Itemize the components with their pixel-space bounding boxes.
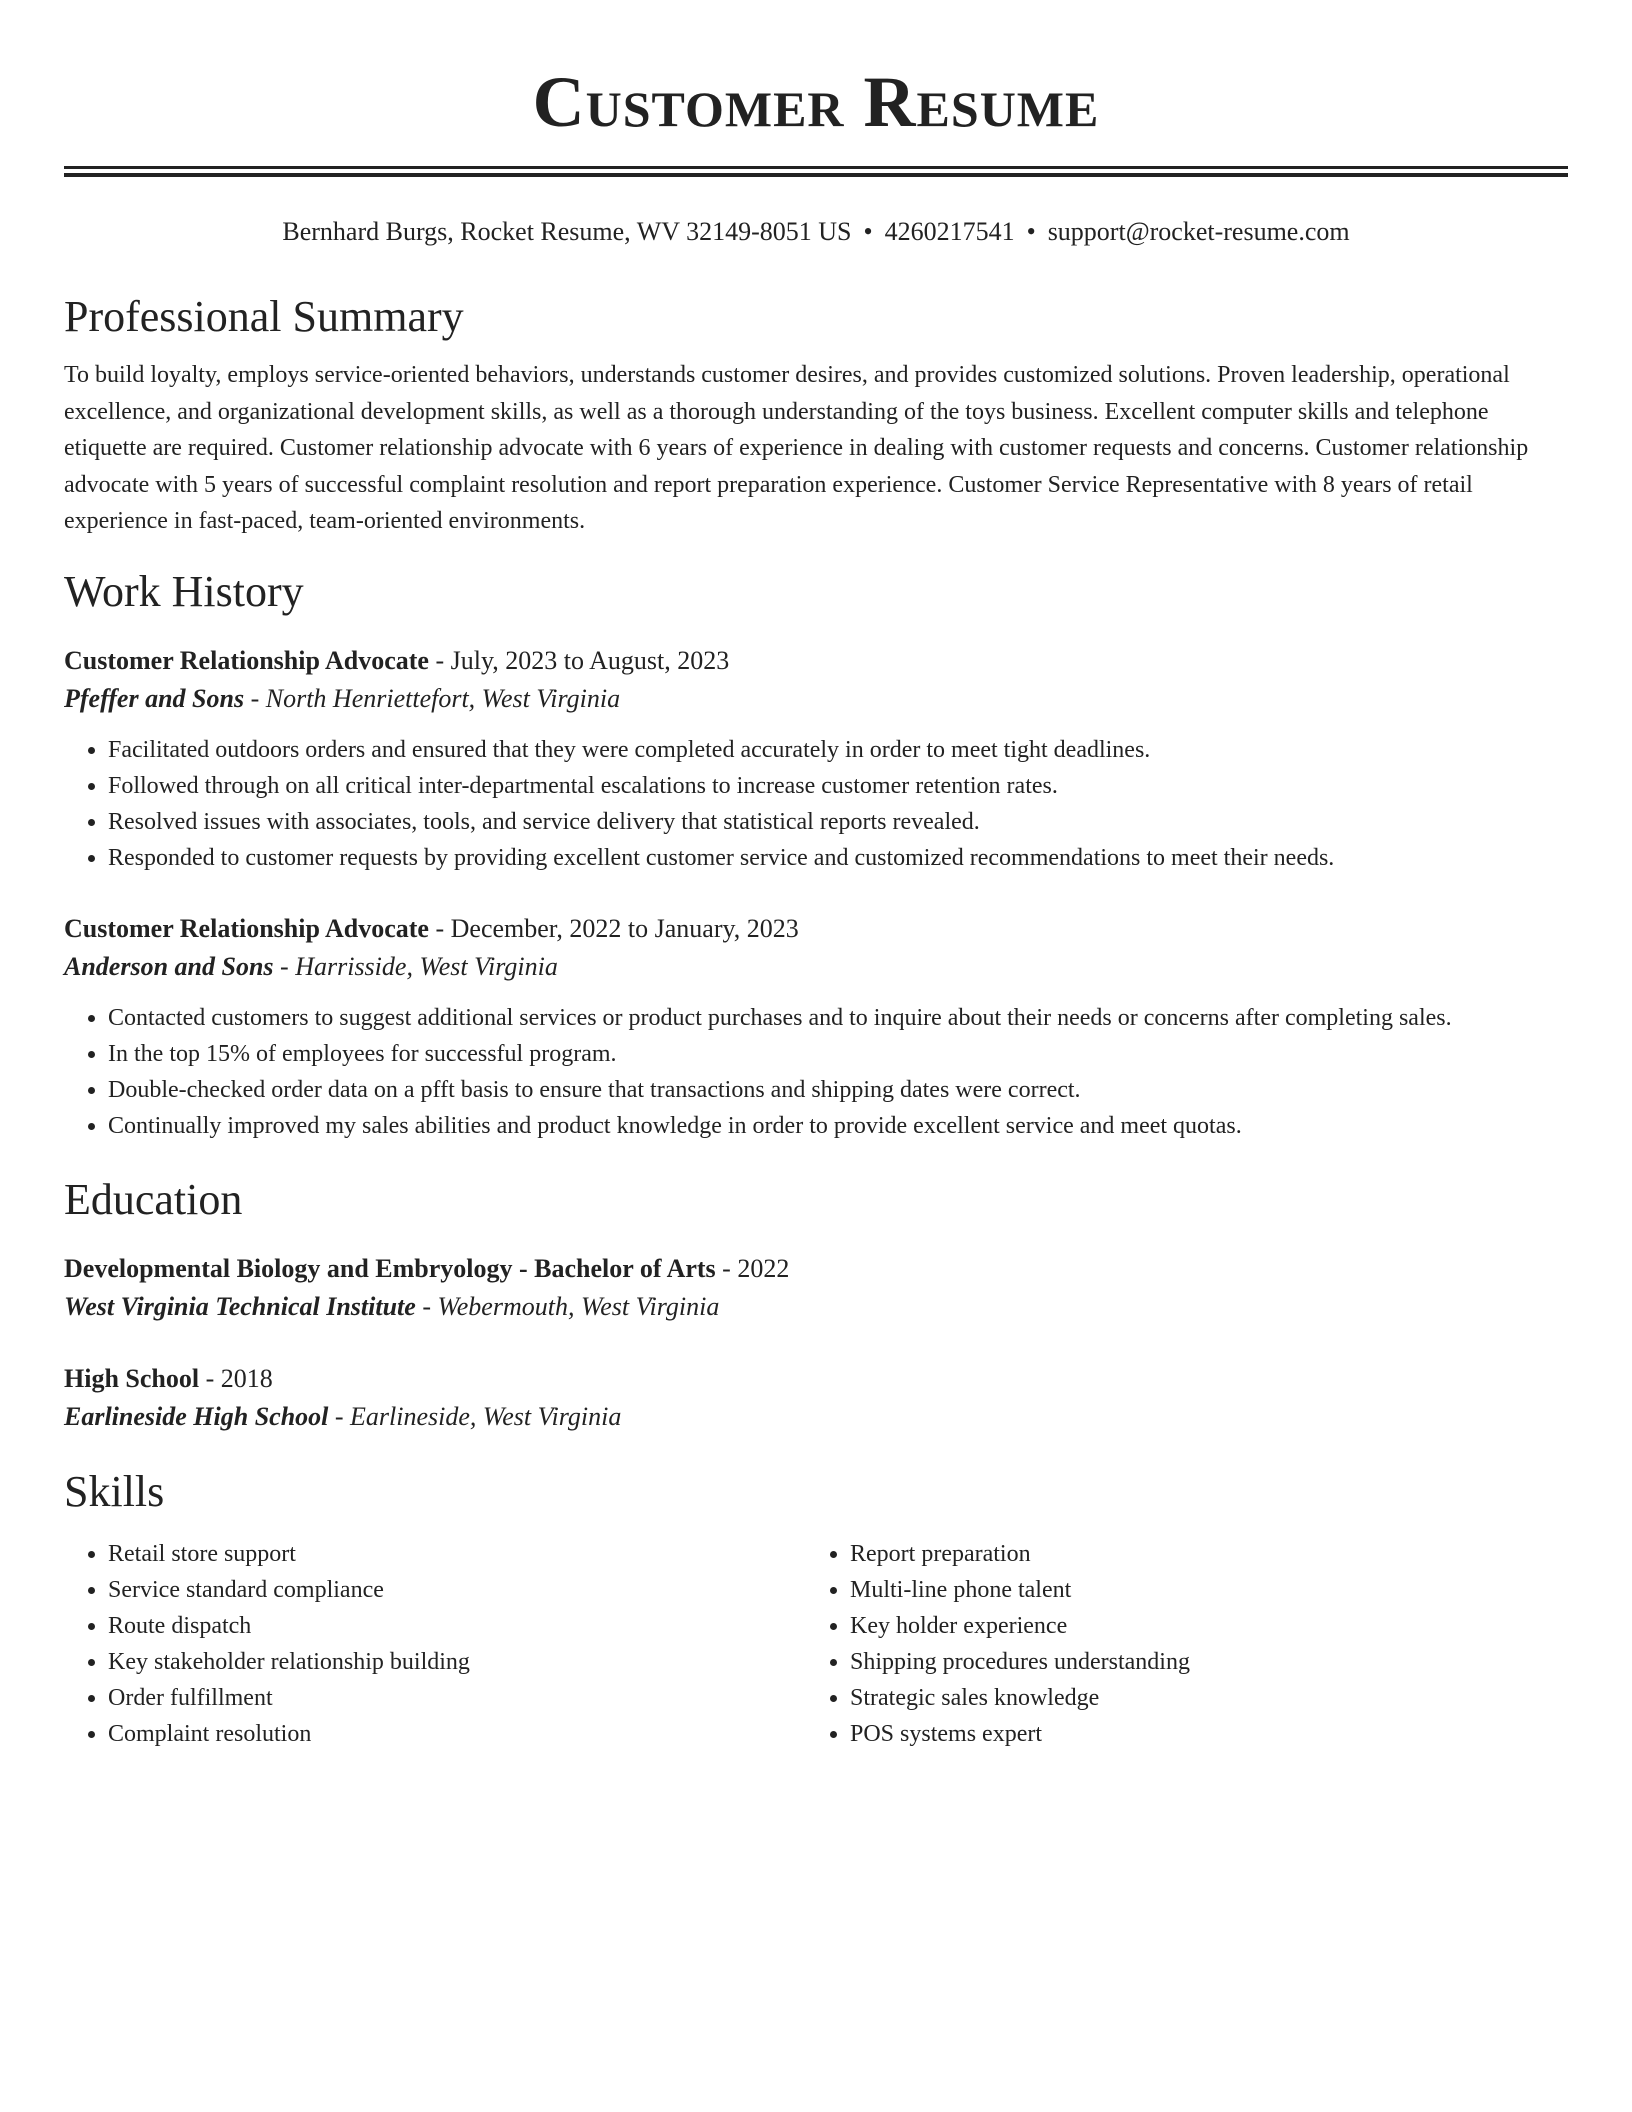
skill-item: • Service standard compliance: [108, 1572, 806, 1608]
skill-item: • Shipping procedures understanding: [850, 1644, 1548, 1680]
job-company: Pfeffer and Sons: [64, 683, 245, 713]
skill-item: • Complaint resolution: [108, 1716, 806, 1752]
job-bullets: [64, 1000, 1568, 1144]
job-dates: - July, 2023 to August, 2023: [428, 645, 730, 675]
contact-separator: •: [1026, 217, 1036, 246]
contact-separator: •: [863, 217, 873, 246]
contact-email: support@rocket-resume.com: [1047, 217, 1350, 246]
job-title-line: [64, 910, 1568, 948]
job-company-line: [64, 948, 1568, 986]
list-item: • Contacted customers to suggest additional services or product purchases and to inquire about their needs or concerns after completing sales.: [108, 1000, 1568, 1036]
education-degree: High School: [64, 1363, 200, 1393]
list-item: • In the top 15% of employees for successful program.: [108, 1036, 1568, 1072]
work-history-heading: Work History: [64, 566, 304, 616]
job-entry: [64, 642, 1568, 876]
job-dates: - December, 2022 to January, 2023: [428, 913, 799, 943]
resume-title: Customer Resume: [532, 62, 1100, 142]
skill-item: • Key stakeholder relationship building: [108, 1644, 806, 1680]
list-item: • Facilitated outdoors orders and ensured that they were completed accurately in order to meet tight deadlines.: [108, 732, 1568, 768]
list-item: • Double-checked order data on a pfft basis to ensure that transactions and shipping dates were correct.: [108, 1072, 1568, 1108]
education-degree-line: [64, 1250, 1568, 1288]
skills-column-left: [64, 1536, 806, 1752]
work-history-section: [64, 564, 1568, 1144]
education-entry: [64, 1250, 1568, 1326]
education-degree-line: [64, 1360, 1568, 1398]
skill-item: • Route dispatch: [108, 1608, 806, 1644]
job-title: Customer Relationship Advocate: [64, 913, 429, 943]
skill-item: • Order fulfillment: [108, 1680, 806, 1716]
skill-item: • Report preparation: [850, 1536, 1548, 1572]
education-school-line: [64, 1398, 1568, 1436]
job-company: Anderson and Sons: [64, 951, 274, 981]
education-school-line: [64, 1288, 1568, 1326]
contact-phone: 4260217541: [884, 217, 1015, 246]
skill-item: • Strategic sales knowledge: [850, 1680, 1548, 1716]
education-heading: Education: [64, 1174, 243, 1224]
list-item: • Resolved issues with associates, tools, and service delivery that statistical reports revealed.: [108, 804, 1568, 840]
list-item: • Continually improved my sales abilities and product knowledge in order to provide excellent service and meet quotas.: [108, 1108, 1568, 1144]
summary-section: [64, 289, 1568, 540]
summary-heading: Professional Summary: [64, 292, 464, 341]
job-title-line: [64, 642, 1568, 680]
skills-grid: [64, 1536, 1568, 1752]
education-degree: Developmental Biology and Embryology - Bachelor of Arts: [64, 1253, 716, 1283]
list-item: • Responded to customer requests by providing excellent customer service and customized recommendations to meet their needs.: [108, 840, 1568, 876]
job-entry: [64, 910, 1568, 1144]
contact-line: [64, 215, 1568, 249]
education-school: West Virginia Technical Institute: [64, 1291, 416, 1321]
education-location: - Webermouth, West Virginia: [415, 1291, 720, 1321]
education-location: - Earlineside, West Virginia: [328, 1401, 622, 1431]
education-section: [64, 1172, 1568, 1436]
skill-item: • Retail store support: [108, 1536, 806, 1572]
skill-item: • Key holder experience: [850, 1608, 1548, 1644]
skills-column-right: [806, 1536, 1548, 1752]
skills-heading: Skills: [64, 1466, 165, 1516]
job-company-line: [64, 680, 1568, 718]
skills-section: [64, 1464, 1568, 1752]
resume-page: [64, 0, 1568, 1752]
education-entry: [64, 1360, 1568, 1436]
job-location: - Harrisside, West Virginia: [273, 951, 558, 981]
education-year: - 2018: [199, 1363, 273, 1393]
skill-item: • Multi-line phone talent: [850, 1572, 1548, 1608]
summary-text: To build loyalty, employs service-oriented behaviors, understands customer desires, and provides customized solutions. Proven leadership, operational excellence, and organizational development skills, as well as a thorough understanding of the toys business. Excellent computer skills and telephone etiquette are required. Customer relationship advocate with 6 years of experience in dealing with customer requests and concerns. Customer relationship advocate with 5 years of successful complaint resolution and report preparation experience. Customer Service Representative with 8 years of retail experience in fast-paced, team-oriented environments.: [64, 362, 1529, 534]
job-title: Customer Relationship Advocate: [64, 645, 429, 675]
title-double-rule: [64, 166, 1568, 177]
skill-item: • POS systems expert: [850, 1716, 1548, 1752]
list-item: • Followed through on all critical inter-departmental escalations to increase customer retention rates.: [108, 768, 1568, 804]
education-school: Earlineside High School: [64, 1401, 329, 1431]
job-location: - North Henriettefort, West Virginia: [244, 683, 621, 713]
job-bullets: [64, 732, 1568, 876]
education-year: - 2022: [715, 1253, 790, 1283]
contact-address: Bernhard Burgs, Rocket Resume, WV 32149-8051 US: [282, 217, 852, 246]
